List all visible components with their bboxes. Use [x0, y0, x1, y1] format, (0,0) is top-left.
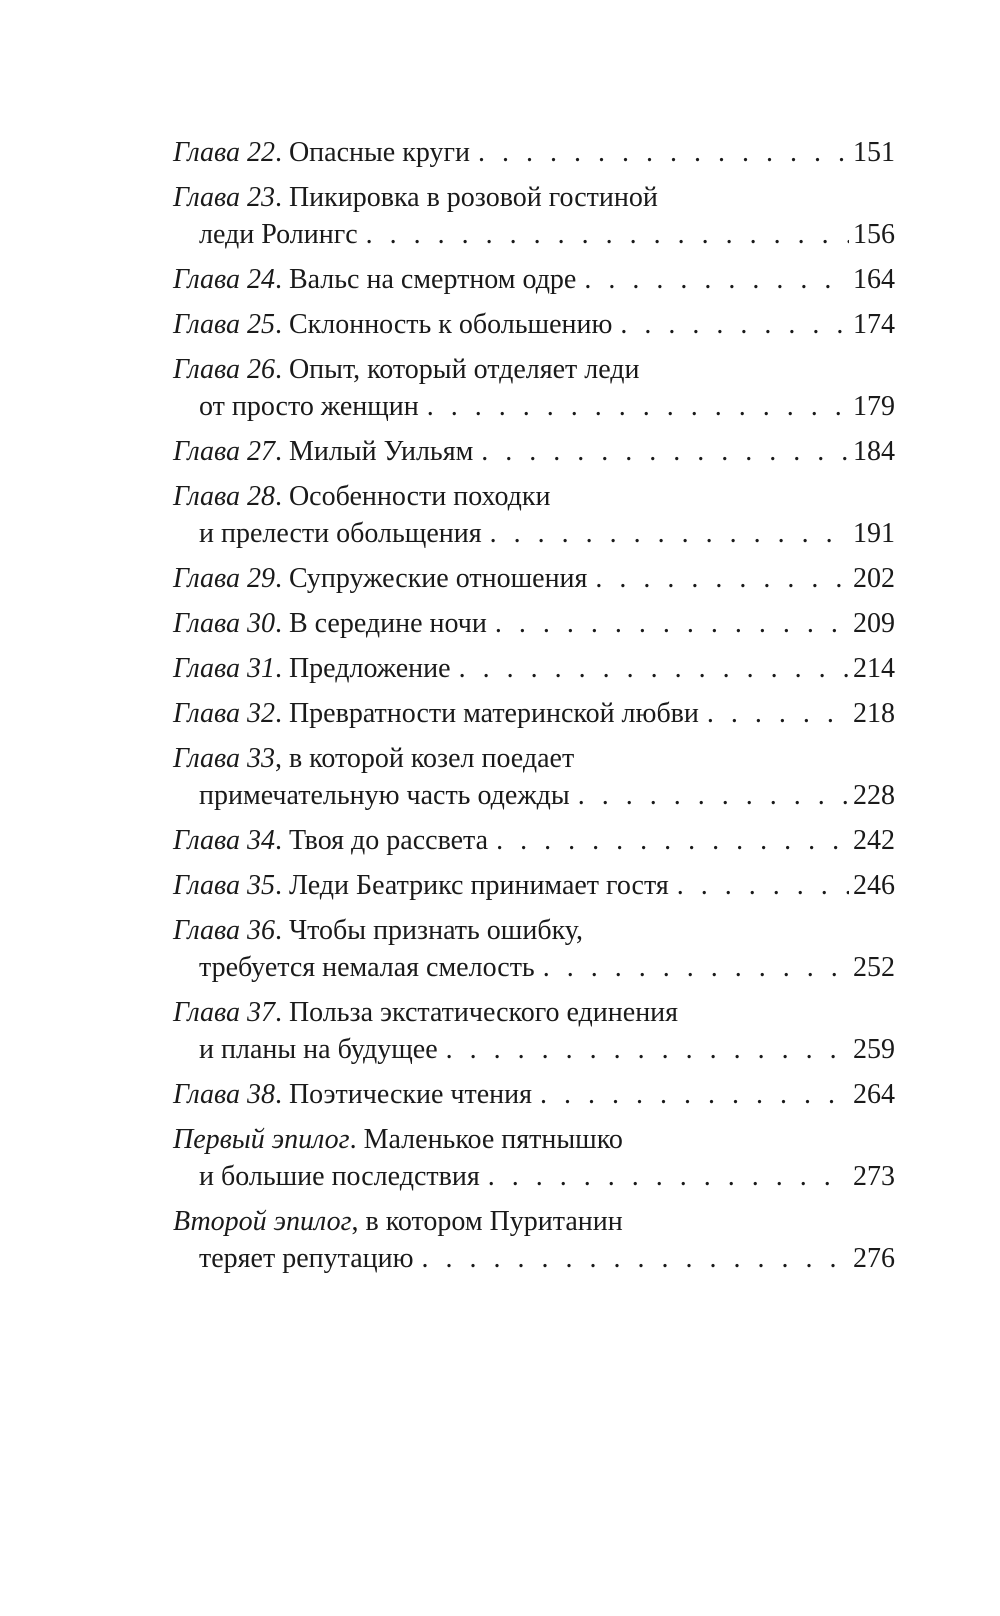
toc-entry — [173, 605, 895, 642]
toc-entry — [173, 478, 895, 552]
page-number: 242 — [853, 825, 895, 856]
page-number: 264 — [853, 1079, 895, 1110]
toc-entry-first-line — [173, 560, 895, 597]
page-number: 191 — [853, 518, 895, 549]
toc-entry-first-line — [173, 433, 895, 470]
page-number: 179 — [853, 391, 895, 422]
chapter-title: требуется немалая смелость — [199, 952, 535, 983]
dot-leader — [595, 560, 849, 597]
label-separator: . — [274, 870, 289, 901]
label-separator: . — [274, 997, 289, 1028]
toc-entry — [173, 740, 895, 814]
page-number: 252 — [853, 952, 895, 983]
toc-entry — [173, 695, 895, 732]
table-of-contents — [173, 134, 895, 1285]
label-separator: . — [349, 1124, 364, 1155]
label-separator: . — [274, 436, 289, 467]
chapter-label: Глава 24 — [173, 264, 275, 295]
chapter-title: Предложение — [288, 653, 451, 684]
page-number: 273 — [853, 1161, 895, 1192]
toc-entry — [173, 306, 895, 343]
toc-entry — [173, 179, 895, 253]
page-number: 218 — [853, 698, 895, 729]
label-separator: . — [274, 264, 289, 295]
label-separator: . — [274, 698, 289, 729]
toc-entry-first-line — [173, 994, 895, 1031]
dot-leader — [488, 1158, 849, 1195]
dot-leader — [496, 822, 849, 859]
page-number: 276 — [853, 1243, 895, 1274]
dot-leader — [481, 433, 849, 470]
page-number: 156 — [853, 219, 895, 250]
label-separator: . — [274, 309, 289, 340]
page-number: 184 — [853, 436, 895, 467]
toc-entry — [173, 1121, 895, 1195]
chapter-title: Превратности материнской любви — [288, 698, 699, 729]
page-number: 151 — [853, 137, 895, 168]
chapter-label: Глава 28 — [173, 481, 275, 512]
chapter-title: Особенности походки — [288, 481, 551, 512]
page-number: 164 — [853, 264, 895, 295]
chapter-title: от просто женщин — [199, 391, 419, 422]
toc-entry — [173, 650, 895, 687]
toc-entry — [173, 134, 895, 171]
toc-entry-first-line — [173, 1203, 895, 1240]
toc-entry-first-line — [173, 351, 895, 388]
chapter-title: и большие последствия — [199, 1161, 480, 1192]
chapter-label: Глава 34 — [173, 825, 275, 856]
toc-entry — [173, 1076, 895, 1113]
chapter-title: Твоя до рассвета — [288, 825, 489, 856]
toc-entry — [173, 867, 895, 904]
label-separator: . — [274, 354, 289, 385]
toc-entry-continuation-line — [173, 949, 895, 986]
toc-entry — [173, 912, 895, 986]
page-number: 202 — [853, 563, 895, 594]
toc-entry-first-line — [173, 306, 895, 343]
toc-entry-first-line — [173, 912, 895, 949]
toc-entry — [173, 433, 895, 470]
chapter-title: Маленькое пятнышко — [363, 1124, 623, 1155]
dot-leader — [543, 949, 849, 986]
dot-leader — [478, 134, 849, 171]
chapter-label: Глава 33 — [173, 743, 275, 774]
chapter-title: Леди Беатрикс принимает гостя — [288, 870, 669, 901]
chapter-label: Глава 31 — [173, 653, 275, 684]
dot-leader — [620, 306, 849, 343]
chapter-label: Глава 23 — [173, 182, 275, 213]
label-separator: , — [351, 1206, 366, 1237]
chapter-title: Милый Уильям — [288, 436, 474, 467]
toc-entry-continuation-line — [173, 777, 895, 814]
chapter-title: и планы на будущее — [199, 1034, 438, 1065]
chapter-title: леди Ролингс — [199, 219, 358, 250]
dot-leader — [677, 867, 849, 904]
label-separator: . — [274, 563, 289, 594]
chapter-label: Глава 29 — [173, 563, 275, 594]
dot-leader — [540, 1076, 849, 1113]
chapter-label: Глава 27 — [173, 436, 275, 467]
toc-entry — [173, 822, 895, 859]
dot-leader — [495, 605, 849, 642]
toc-entry-continuation-line — [173, 1240, 895, 1277]
dot-leader — [490, 515, 849, 552]
dot-leader — [578, 777, 849, 814]
chapter-title: теряет репутацию — [199, 1243, 414, 1274]
toc-entry-first-line — [173, 605, 895, 642]
dot-leader — [427, 388, 849, 425]
dot-leader — [707, 695, 849, 732]
page-number: 214 — [853, 653, 895, 684]
chapter-label: Глава 25 — [173, 309, 275, 340]
chapter-label: Первый эпилог — [173, 1124, 350, 1155]
toc-entry-first-line — [173, 261, 895, 298]
chapter-title: Супружеские отношения — [288, 563, 588, 594]
toc-entry-first-line — [173, 650, 895, 687]
toc-entry — [173, 994, 895, 1068]
toc-entry-continuation-line — [173, 515, 895, 552]
toc-entry-first-line — [173, 822, 895, 859]
chapter-title: в которой козел поедает — [288, 743, 575, 774]
chapter-title: Опасные круги — [288, 137, 470, 168]
toc-entry — [173, 261, 895, 298]
chapter-title: Опыт, который отделяет леди — [288, 354, 640, 385]
chapter-label: Глава 30 — [173, 608, 275, 639]
label-separator: . — [274, 481, 289, 512]
chapter-label: Глава 36 — [173, 915, 275, 946]
dot-leader — [422, 1240, 849, 1277]
toc-entry-first-line — [173, 1121, 895, 1158]
label-separator: . — [274, 1079, 289, 1110]
chapter-title: и прелести обольщения — [199, 518, 482, 549]
toc-entry-first-line — [173, 478, 895, 515]
page-number: 209 — [853, 608, 895, 639]
label-separator: . — [274, 653, 289, 684]
page-number: 228 — [853, 780, 895, 811]
toc-entry-continuation-line — [173, 1031, 895, 1068]
chapter-title: Поэтические чтения — [288, 1079, 532, 1110]
label-separator: , — [274, 743, 289, 774]
dot-leader — [446, 1031, 849, 1068]
toc-entry-continuation-line — [173, 1158, 895, 1195]
toc-entry — [173, 560, 895, 597]
page-number: 174 — [853, 309, 895, 340]
label-separator: . — [274, 608, 289, 639]
chapter-title: примечательную часть одежды — [199, 780, 570, 811]
chapter-title: Польза экстатического единения — [288, 997, 679, 1028]
chapter-title: Пикировка в розовой гостиной — [288, 182, 658, 213]
toc-entry-first-line — [173, 134, 895, 171]
chapter-label: Второй эпилог — [173, 1206, 352, 1237]
toc-entry-first-line — [173, 867, 895, 904]
chapter-label: Глава 32 — [173, 698, 275, 729]
toc-entry-first-line — [173, 179, 895, 216]
chapter-label: Глава 22 — [173, 137, 275, 168]
page-number: 259 — [853, 1034, 895, 1065]
dot-leader — [366, 216, 849, 253]
chapter-title: В середине ночи — [288, 608, 487, 639]
toc-entry-continuation-line — [173, 216, 895, 253]
chapter-title: в котором Пуританин — [365, 1206, 623, 1237]
chapter-label: Глава 38 — [173, 1079, 275, 1110]
toc-entry-continuation-line — [173, 388, 895, 425]
chapter-label: Глава 37 — [173, 997, 275, 1028]
toc-entry-first-line — [173, 695, 895, 732]
chapter-label: Глава 35 — [173, 870, 275, 901]
chapter-title: Склонность к обольшению — [288, 309, 613, 340]
toc-entry-first-line — [173, 1076, 895, 1113]
label-separator: . — [274, 915, 289, 946]
label-separator: . — [274, 825, 289, 856]
toc-entry-first-line — [173, 740, 895, 777]
chapter-title: Вальс на смертном одре — [288, 264, 577, 295]
dot-leader — [584, 261, 849, 298]
dot-leader — [459, 650, 849, 687]
chapter-title: Чтобы признать ошибку, — [288, 915, 583, 946]
label-separator: . — [274, 182, 289, 213]
label-separator: . — [274, 137, 289, 168]
chapter-label: Глава 26 — [173, 354, 275, 385]
toc-entry — [173, 351, 895, 425]
page-number: 246 — [853, 870, 895, 901]
toc-entry — [173, 1203, 895, 1277]
